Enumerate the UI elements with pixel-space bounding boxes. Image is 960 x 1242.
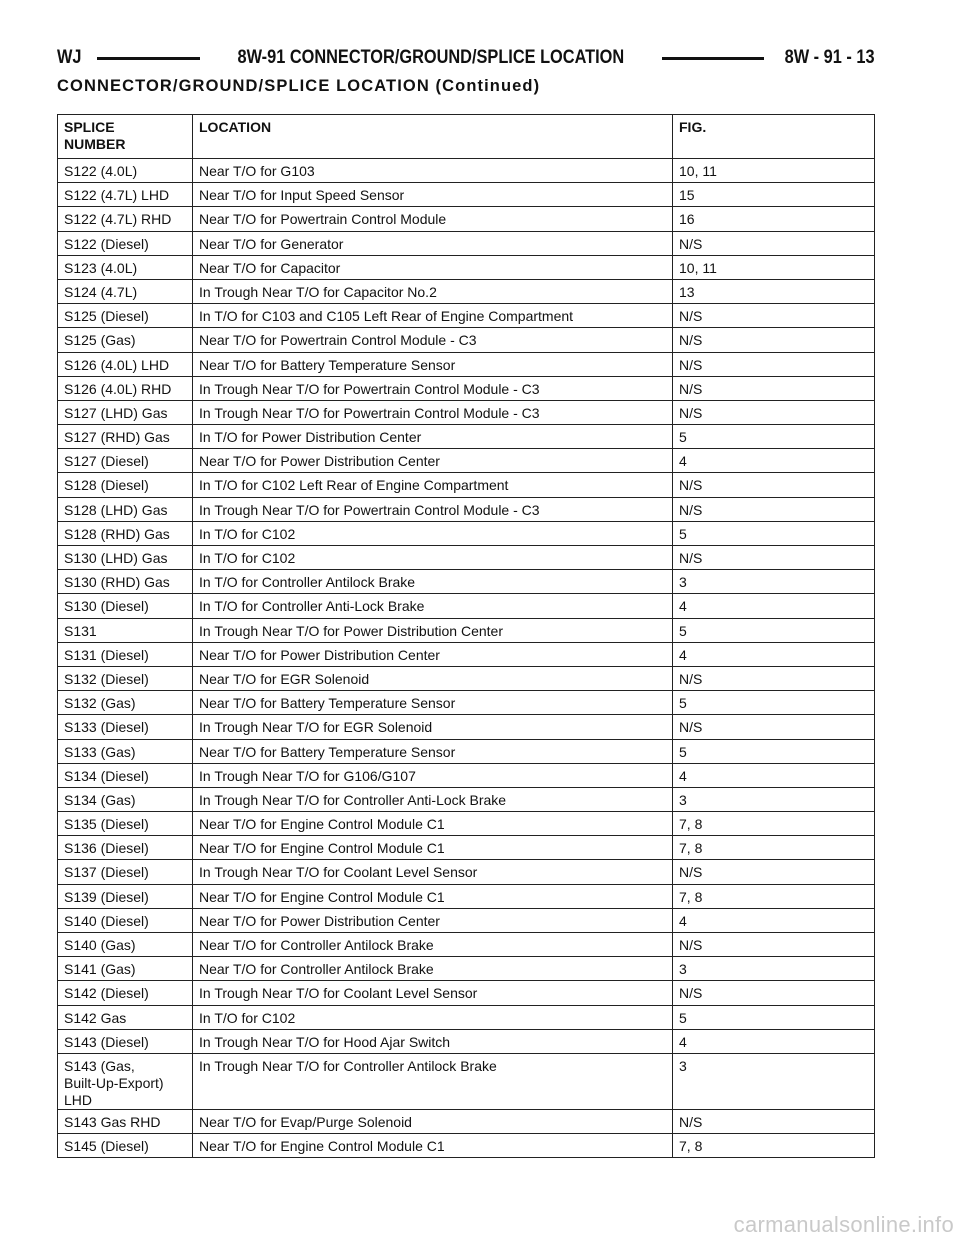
table-row <box>58 787 875 811</box>
cell-splice-number: S133 (Gas) <box>58 739 193 763</box>
table-body <box>58 159 875 1158</box>
cell-splice-number: S125 (Gas) <box>58 328 193 352</box>
cell-location: In T/O for C103 and C105 Left Rear of Engine Compartment <box>193 304 673 328</box>
cell-fig: 5 <box>673 521 875 545</box>
cell-location: Near T/O for Engine Control Module C1 <box>193 836 673 860</box>
cell-fig: 7, 8 <box>673 812 875 836</box>
table-row <box>58 1109 875 1133</box>
table-row <box>58 1053 875 1109</box>
cell-fig: 4 <box>673 1029 875 1053</box>
cell-fig: 3 <box>673 570 875 594</box>
cell-location: In T/O for C102 <box>193 521 673 545</box>
column-header-location: LOCATION <box>193 115 673 159</box>
cell-fig: 3 <box>673 787 875 811</box>
table-row <box>58 352 875 376</box>
cell-location: In Trough Near T/O for EGR Solenoid <box>193 715 673 739</box>
cell-location: Near T/O for Controller Antilock Brake <box>193 933 673 957</box>
cell-location: Near T/O for Battery Temperature Sensor <box>193 352 673 376</box>
cell-fig: 10, 11 <box>673 159 875 183</box>
table-row <box>58 231 875 255</box>
table-row <box>58 642 875 666</box>
cell-location: In Trough Near T/O for Powertrain Control Module - C3 <box>193 497 673 521</box>
cell-location: In T/O for C102 Left Rear of Engine Compartment <box>193 473 673 497</box>
cell-location: Near T/O for Evap/Purge Solenoid <box>193 1109 673 1133</box>
cell-fig: N/S <box>673 352 875 376</box>
cell-location: Near T/O for Power Distribution Center <box>193 642 673 666</box>
cell-splice-number: S131 (Diesel) <box>58 642 193 666</box>
cell-fig: N/S <box>673 666 875 690</box>
cell-location: Near T/O for EGR Solenoid <box>193 666 673 690</box>
cell-location: In T/O for C102 <box>193 546 673 570</box>
cell-splice-number: S142 (Diesel) <box>58 981 193 1005</box>
cell-fig: 3 <box>673 1053 875 1109</box>
cell-splice-number: S127 (LHD) Gas <box>58 400 193 424</box>
watermark: carmanualsonline.info <box>733 1212 954 1237</box>
cell-location: In Trough Near T/O for Capacitor No.2 <box>193 279 673 303</box>
cell-splice-number: S122 (Diesel) <box>58 231 193 255</box>
cell-fig: 10, 11 <box>673 255 875 279</box>
cell-splice-number: S128 (Diesel) <box>58 473 193 497</box>
table-row <box>58 618 875 642</box>
column-header-splice-number: SPLICE NUMBER <box>58 115 193 159</box>
cell-fig: N/S <box>673 715 875 739</box>
table-row <box>58 425 875 449</box>
table-row <box>58 739 875 763</box>
cell-splice-number: S133 (Diesel) <box>58 715 193 739</box>
cell-splice-number: S135 (Diesel) <box>58 812 193 836</box>
cell-splice-number: S140 (Gas) <box>58 933 193 957</box>
table-row <box>58 400 875 424</box>
cell-location: Near T/O for Powertrain Control Module - C3 <box>193 328 673 352</box>
cell-splice-number: S136 (Diesel) <box>58 836 193 860</box>
cell-location: Near T/O for Generator <box>193 231 673 255</box>
table-row <box>58 860 875 884</box>
splice-location-table <box>57 114 875 1158</box>
cell-location: Near T/O for Battery Temperature Sensor <box>193 739 673 763</box>
table-row <box>58 763 875 787</box>
cell-location: In Trough Near T/O for G106/G107 <box>193 763 673 787</box>
cell-location: Near T/O for G103 <box>193 159 673 183</box>
cell-splice-number: S141 (Gas) <box>58 957 193 981</box>
cell-fig: N/S <box>673 1109 875 1133</box>
header-model-code: WJ <box>57 47 82 68</box>
cell-fig: 4 <box>673 642 875 666</box>
cell-splice-number: S128 (RHD) Gas <box>58 521 193 545</box>
cell-splice-number: S145 (Diesel) <box>58 1134 193 1158</box>
cell-location: Near T/O for Power Distribution Center <box>193 908 673 932</box>
cell-splice-number: S125 (Diesel) <box>58 304 193 328</box>
cell-location: In Trough Near T/O for Controller Antilock Brake <box>193 1053 673 1109</box>
table-row <box>58 836 875 860</box>
cell-splice-number: S142 Gas <box>58 1005 193 1029</box>
cell-location: In T/O for Controller Anti-Lock Brake <box>193 594 673 618</box>
cell-splice-number: S123 (4.0L) <box>58 255 193 279</box>
cell-location: In Trough Near T/O for Hood Ajar Switch <box>193 1029 673 1053</box>
column-header-fig: FIG. <box>673 115 875 159</box>
cell-fig: 16 <box>673 207 875 231</box>
table-row <box>58 594 875 618</box>
cell-splice-number: S124 (4.7L) <box>58 279 193 303</box>
cell-location: In Trough Near T/O for Coolant Level Sensor <box>193 860 673 884</box>
cell-fig: 7, 8 <box>673 1134 875 1158</box>
cell-splice-number: S137 (Diesel) <box>58 860 193 884</box>
cell-splice-number: S139 (Diesel) <box>58 884 193 908</box>
cell-splice-number: S134 (Gas) <box>58 787 193 811</box>
cell-fig: N/S <box>673 860 875 884</box>
cell-fig: 4 <box>673 594 875 618</box>
cell-fig: N/S <box>673 400 875 424</box>
cell-fig: N/S <box>673 231 875 255</box>
table-row <box>58 691 875 715</box>
table-row <box>58 279 875 303</box>
cell-fig: 5 <box>673 425 875 449</box>
cell-fig: 4 <box>673 908 875 932</box>
cell-location: Near T/O for Power Distribution Center <box>193 449 673 473</box>
table-row <box>58 304 875 328</box>
table-row <box>58 957 875 981</box>
table-row <box>58 908 875 932</box>
cell-splice-number: S128 (LHD) Gas <box>58 497 193 521</box>
cell-splice-number: S134 (Diesel) <box>58 763 193 787</box>
cell-fig: N/S <box>673 497 875 521</box>
table-row <box>58 812 875 836</box>
table-row <box>58 376 875 400</box>
cell-splice-number: S126 (4.0L) LHD <box>58 352 193 376</box>
cell-fig: 5 <box>673 1005 875 1029</box>
cell-location: Near T/O for Controller Antilock Brake <box>193 957 673 981</box>
cell-splice-number: S140 (Diesel) <box>58 908 193 932</box>
cell-location: Near T/O for Engine Control Module C1 <box>193 884 673 908</box>
cell-fig: 5 <box>673 618 875 642</box>
cell-fig: 15 <box>673 183 875 207</box>
header-page-number: 8W - 91 - 13 <box>785 47 875 68</box>
table-row <box>58 521 875 545</box>
cell-splice-number: S130 (LHD) Gas <box>58 546 193 570</box>
table-row <box>58 328 875 352</box>
cell-location: In Trough Near T/O for Controller Anti-Lock Brake <box>193 787 673 811</box>
cell-location: Near T/O for Powertrain Control Module <box>193 207 673 231</box>
table-row <box>58 497 875 521</box>
cell-splice-number: S127 (RHD) Gas <box>58 425 193 449</box>
cell-splice-number: S132 (Gas) <box>58 691 193 715</box>
table-row <box>58 546 875 570</box>
cell-location: In T/O for Power Distribution Center <box>193 425 673 449</box>
cell-location: In T/O for Controller Antilock Brake <box>193 570 673 594</box>
cell-splice-number: S143 Gas RHD <box>58 1109 193 1133</box>
header-rule-left <box>97 57 200 60</box>
page-subtitle: CONNECTOR/GROUND/SPLICE LOCATION (Continued) <box>57 77 541 95</box>
table-row <box>58 884 875 908</box>
table-row <box>58 159 875 183</box>
table-row <box>58 1029 875 1053</box>
table-row <box>58 183 875 207</box>
cell-fig: 3 <box>673 957 875 981</box>
cell-location: Near T/O for Engine Control Module C1 <box>193 1134 673 1158</box>
cell-fig: 7, 8 <box>673 836 875 860</box>
header-section-title: 8W-91 CONNECTOR/GROUND/SPLICE LOCATION <box>237 47 625 68</box>
cell-fig: N/S <box>673 304 875 328</box>
table-row <box>58 1134 875 1158</box>
cell-splice-number: S143 (Diesel) <box>58 1029 193 1053</box>
table-header-row <box>58 115 875 159</box>
page-header <box>57 45 875 71</box>
table-row <box>58 449 875 473</box>
cell-fig: 13 <box>673 279 875 303</box>
cell-fig: 4 <box>673 449 875 473</box>
table-row <box>58 570 875 594</box>
cell-location: In Trough Near T/O for Power Distribution Center <box>193 618 673 642</box>
cell-splice-number: S122 (4.7L) LHD <box>58 183 193 207</box>
cell-location: In Trough Near T/O for Powertrain Control Module - C3 <box>193 376 673 400</box>
cell-fig: N/S <box>673 328 875 352</box>
cell-splice-number: S122 (4.0L) <box>58 159 193 183</box>
cell-splice-number: S130 (RHD) Gas <box>58 570 193 594</box>
cell-splice-number: S122 (4.7L) RHD <box>58 207 193 231</box>
cell-fig: 4 <box>673 763 875 787</box>
cell-splice-number: S127 (Diesel) <box>58 449 193 473</box>
table-row <box>58 255 875 279</box>
cell-splice-number: S126 (4.0L) RHD <box>58 376 193 400</box>
cell-splice-number: S143 (Gas, Built-Up-Export) LHD <box>58 1053 193 1109</box>
cell-location: Near T/O for Input Speed Sensor <box>193 183 673 207</box>
cell-splice-number: S131 <box>58 618 193 642</box>
cell-fig: N/S <box>673 376 875 400</box>
cell-splice-number: S132 (Diesel) <box>58 666 193 690</box>
cell-location: Near T/O for Engine Control Module C1 <box>193 812 673 836</box>
table-row <box>58 473 875 497</box>
table-row <box>58 933 875 957</box>
header-rule-right <box>662 57 765 60</box>
cell-fig: 7, 8 <box>673 884 875 908</box>
table-row <box>58 666 875 690</box>
table-row <box>58 207 875 231</box>
cell-location: Near T/O for Capacitor <box>193 255 673 279</box>
cell-fig: 5 <box>673 739 875 763</box>
cell-location: Near T/O for Battery Temperature Sensor <box>193 691 673 715</box>
table-row <box>58 1005 875 1029</box>
cell-fig: N/S <box>673 473 875 497</box>
cell-location: In Trough Near T/O for Coolant Level Sensor <box>193 981 673 1005</box>
cell-splice-number: S130 (Diesel) <box>58 594 193 618</box>
cell-fig: N/S <box>673 546 875 570</box>
cell-fig: N/S <box>673 933 875 957</box>
cell-location: In Trough Near T/O for Powertrain Control Module - C3 <box>193 400 673 424</box>
cell-fig: N/S <box>673 981 875 1005</box>
table-row <box>58 981 875 1005</box>
cell-fig: 5 <box>673 691 875 715</box>
table-row <box>58 715 875 739</box>
cell-location: In T/O for C102 <box>193 1005 673 1029</box>
